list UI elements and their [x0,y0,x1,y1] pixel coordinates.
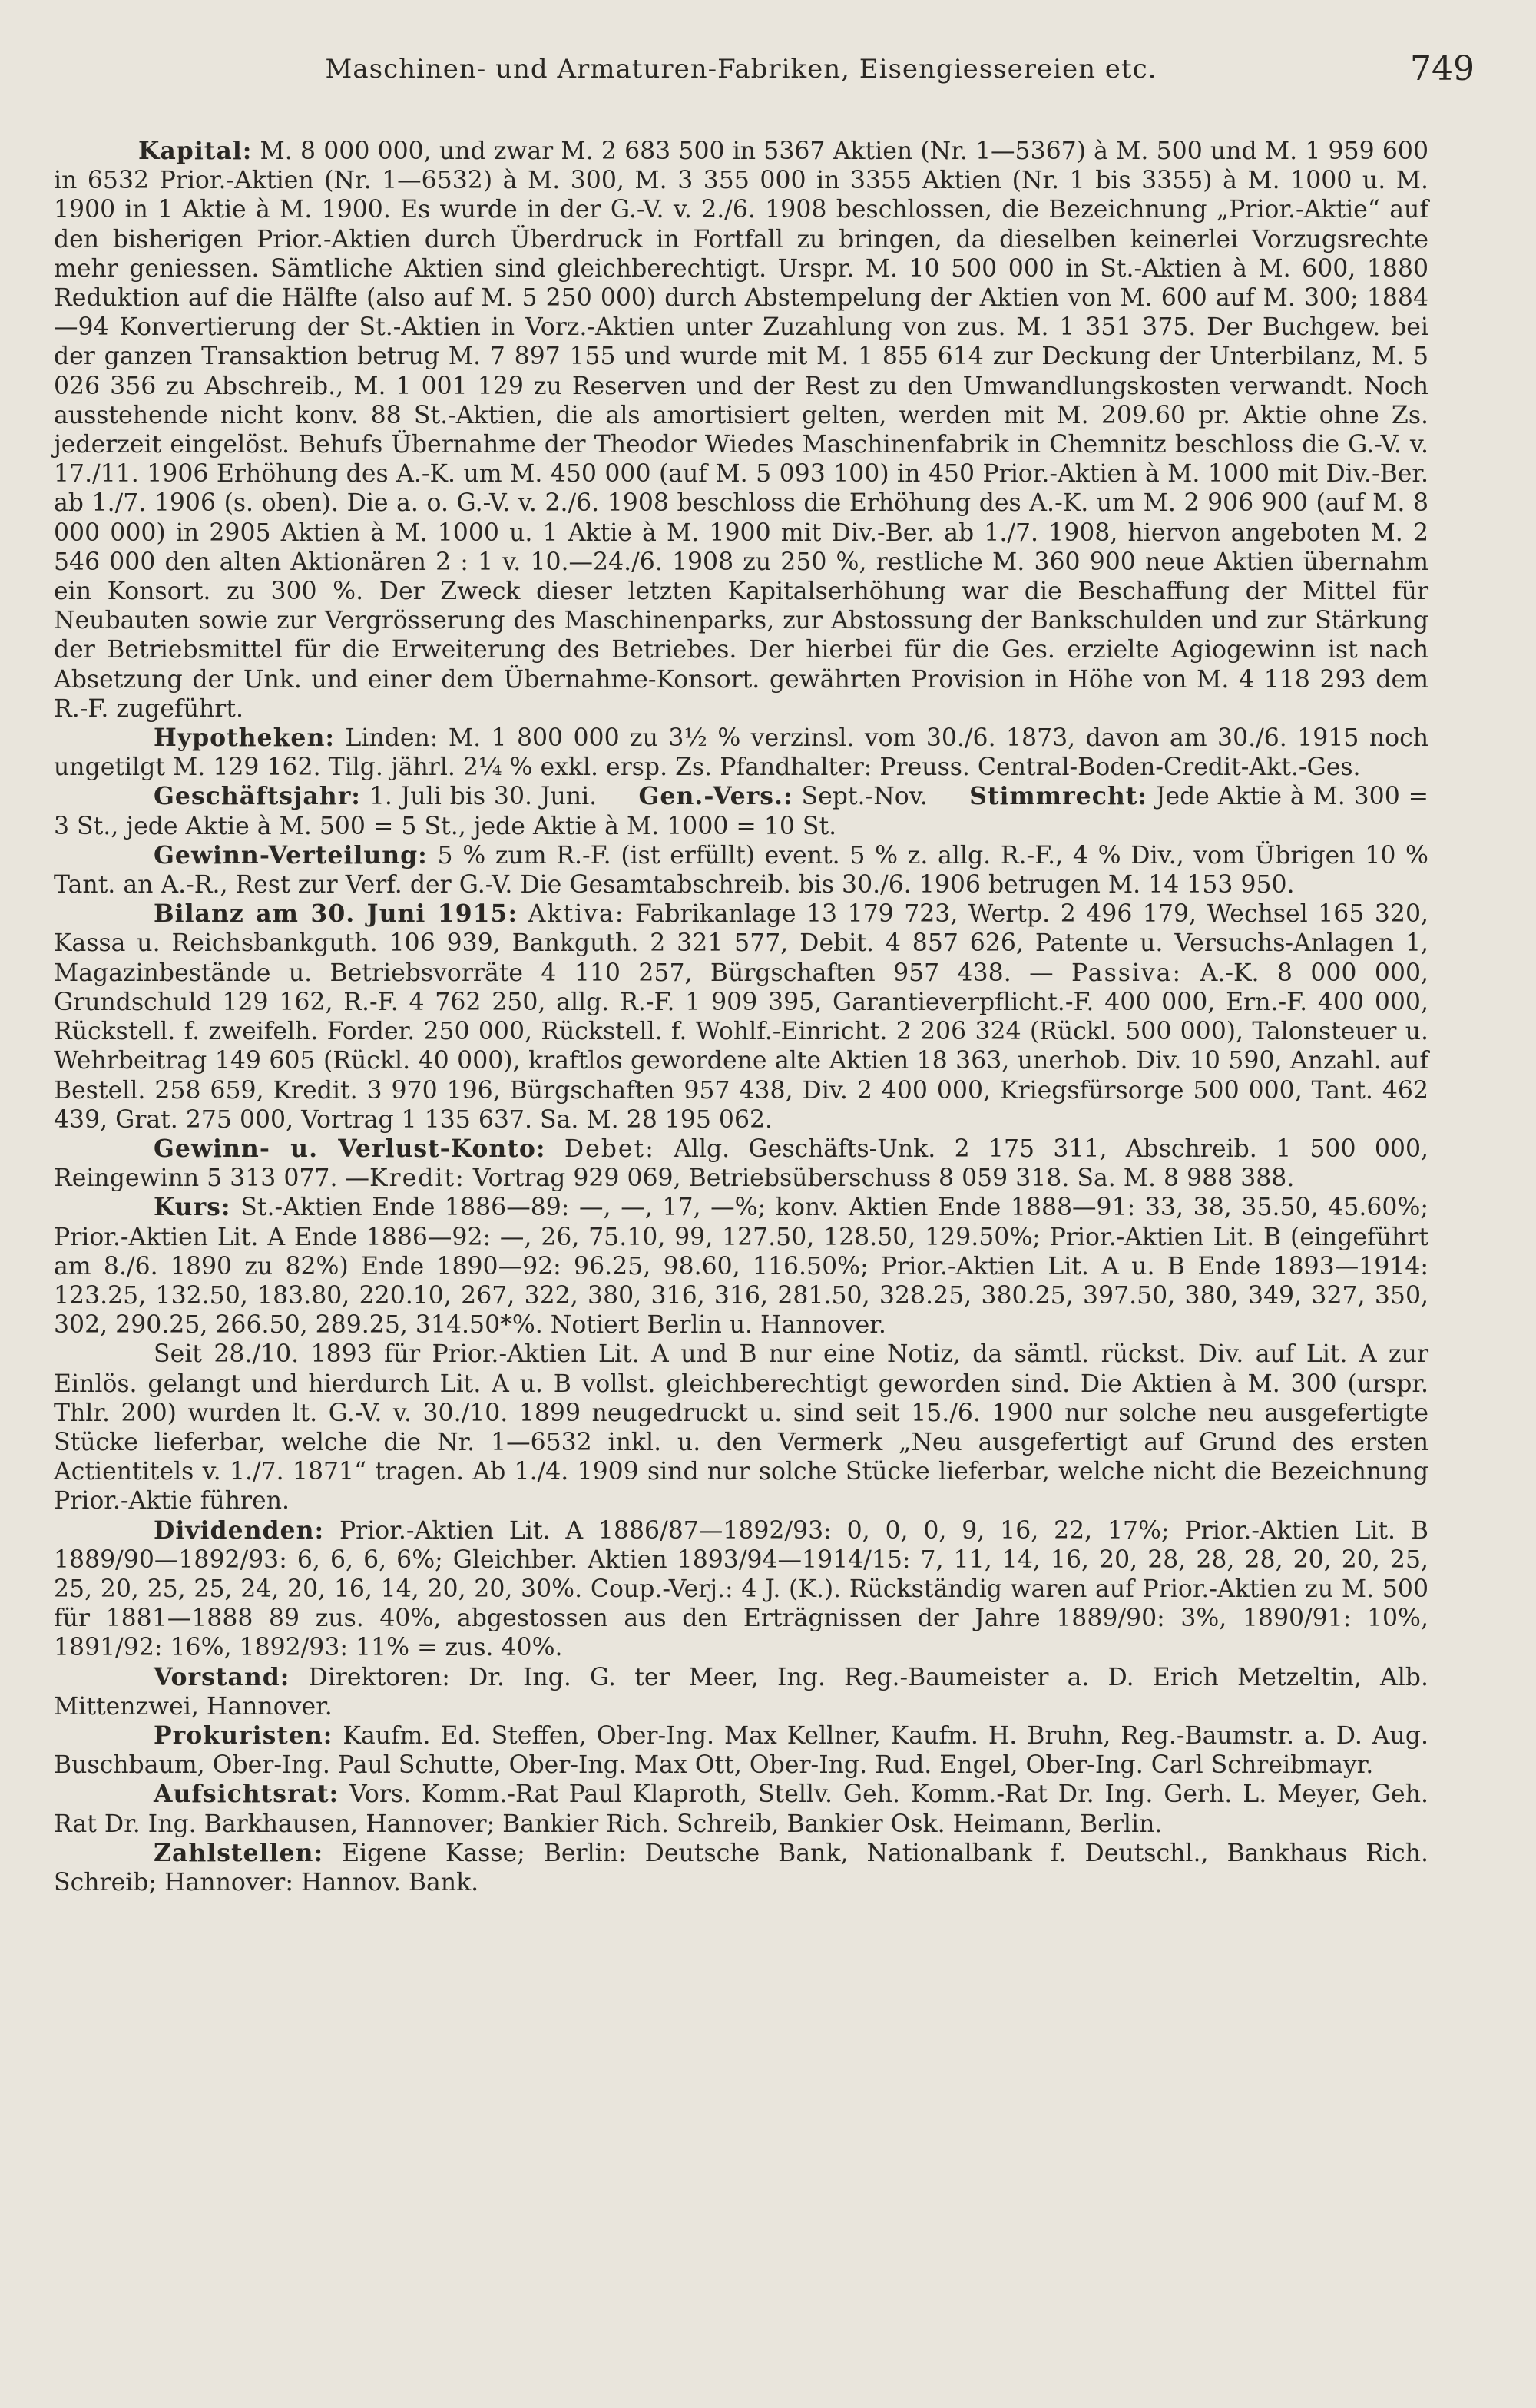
gen-vers-text: Sept.-Nov. [801,783,928,811]
section-zahlstellen [54,1839,1428,1897]
section-vorstand [54,1663,1428,1721]
section-aufsichtsrat [54,1780,1428,1838]
section-bilanz: Bilanz am 30. Juni 1915: Aktiva: Fabrikanlage 13 179 723, Wertp. 2 496 179, Wechsel 165 320, Kassa u. Reichsbankguth. 106 939, Bankguth. 2 321 577, Debit. 4 857 626, Patente u. Versuchs-Anlagen 1, Magazinbestände u. Betriebsvorräte 4 110 257, Bürgschaften 957 438. — Passiva: A.-K. 8 000 000, Grundschuld 129 162, R.-F. 4 762 250, allg. R.-F. 1 909 395, Garantieverpflicht.-F. 400 000, Ern.-F. 400 000, Rückstell. f. zweifelh. Forder. 250 000, Rückstell. f. Wohlf.-Einricht. 2 206 324 (Rückl. 500 000), Talonsteuer u. Wehrbeitrag 149 605 (Rückl. 40 000), kraftlos gewordene alte Aktien 18 363, unerhob. Div. 10 590, Anzahl. auf Bestell. 258 659, Kredit. 3 970 196, Bürgschaften 957 438, Div. 2 400 000, Kriegsfürsorge 500 000, Tant. 462 439, Grat. 275 000, Vortrag 1 135 637. Sa. M. 28 195 062. [54,899,1429,1134]
running-title: Maschinen- und Armaturen-Fabriken, Eisengiessereien etc. [325,54,1157,84]
zahlstellen-text: Eigene Kasse; Berlin: Deutsche Bank, Nationalbank f. Deutschl., Bankhaus Rich. Schreib; Hannover: Hannov. Bank. [54,1839,1428,1896]
page-header [54,49,1475,91]
passiva-text: A.-K. 8 000 000, Grundschuld 129 162, R.-F. 4 762 250, allg. R.-F. 1 909 395, Garantieverpflicht.-F. 400 000, Ern.-F. 400 000, Rückstell. f. zweifelh. Forder. 250 000, Rückstell. f. Wohlf.-Einricht. 2 206 324 (Rückl. 500 000), Talonsteuer u. Wehrbeitrag 149 605 (Rückl. 40 000), kraftlos gewordene alte Aktien 18 363, unerhob. Div. 10 590, Anzahl. auf Bestell. 258 659, Kredit. 3 970 196, Bürgschaften 957 438, Div. 2 400 000, Kriegsfürsorge 500 000, Tant. 462 439, Grat. 275 000, Vortrag 1 135 637. Sa. M. 28 195 062. [54,959,1429,1134]
section-dividenden [54,1516,1428,1663]
page-number: 749 [1410,49,1475,88]
gewinn-verteilung-text: 5 % zum R.-F. (ist erfüllt) event. 5 % z. allg. R.-F., 4 % Div., vom Übrigen 10 % Tant. an A.-R., Rest zur Verf. der G.-V. Die Gesamtabschreib. bis 30./6. 1906 betrugen M. 14 153 950. [54,841,1428,899]
kredit-text: Vortrag 929 069, Betriebsüberschuss 8 059 318. Sa. M. 8 988 388. [472,1164,1295,1193]
aktiva-text: Fabrikanlage 13 179 723, Wertp. 2 496 179, Wechsel 165 320, Kassa u. Reichsbankguth. 106 939, Bankguth. 2 321 577, Debit. 4 857 626, Patente u. Versuchs-Anlagen 1, Magazinbestände u. Betriebsvorräte 4 110 257, Bürgschaften 957 438. [54,900,1429,987]
stimmrecht-text: Jede Aktie à M. 300 = 3 St., jede Aktie à M. 500 = 5 St., jede Aktie à M. 1000 = 10 St. [54,783,1429,840]
aktiva-label: Aktiva: [528,900,625,929]
passiva-label: Passiva: [1071,959,1183,987]
section-hypotheken [54,724,1428,782]
gen-vers-label: Gen.-Vers.: [638,782,793,811]
dividenden-text: Prior.-Aktien Lit. A 1886/87—1892/93: 0, 0, 0, 9, 16, 22, 17%; Prior.-Aktien Lit. B 1889/90—1892/93: 6, 6, 6, 6%; Gleichber. Aktien 1893/94—1914/15: 7, 11, 14, 16, 20, 28, 28, 28, 20, 20, 25, 25, 20, 25, 25, 24, 20, 16, 14, 20, 20, 30%. Coup.-Verj.: 4 J. (K.). Rückständig waren auf Prior.-Aktien zu M. 500 für 1881—1888 89 zus. 40%, abgestossen aus den Erträgnissen der Jahre 1889/90: 3%, 1890/91: 10%, 1891/92: 16%, 1892/93: 11% = zus. 40%. [54,1516,1428,1662]
stimmrecht-label: Stimmrecht: [969,782,1147,811]
hypotheken-label: Hypotheken: [154,724,335,753]
bilanz-label: Bilanz am 30. Juni 1915: [154,899,518,929]
geschaeftsjahr-label: Geschäftsjahr: [154,782,361,811]
kurs-text: St.-Aktien Ende 1886—89: —, —, 17, —%; konv. Aktien Ende 1888—91: 33, 38, 35.50, 45.60%; Prior.-Aktien Lit. A Ende 1886—92: —, 26, 75.10, 99, 127.50, 128.50, 129.50%; Prior.-Aktien Lit. B (eingeführt am 8./6. 1890 zu 82%) Ende 1890—92: 96.25, 98.60, 116.50%; Prior.-Aktien Lit. A u. B Ende 1893—1914: 123.25, 132.50, 183.80, 220.10, 267, 322, 380, 316, 316, 281.50, 328.25, 380.25, 397.50, 380, 349, 327, 350, 302, 290.25, 266.50, 289.25, 314.50*%. Notiert Berlin u. Hannover. [54,1194,1428,1340]
section-geschaeftsjahr [54,782,1428,840]
hypotheken-text: Linden: M. 1 800 000 zu 3½ % verzinsl. vom 30./6. 1873, davon am 30./6. 1915 noch ungetilgt M. 129 162. Tilg. jährl. 2¼ % exkl. ersp. Zs. Pfandhalter: Preuss. Central-Boden-Credit-Akt.-Ges. [54,724,1428,782]
section-gewinn-verlust [54,1134,1428,1193]
kapital-label: Kapital: [138,137,253,165]
debet-label: Debet: [564,1134,655,1163]
section-gewinn-verteilung [54,841,1428,899]
notiz-text: Seit 28./10. 1893 für Prior.-Aktien Lit. A und B nur eine Notiz, da sämtl. rückst. Div. auf Lit. A zur Einlös. gelangt und hierdurch Lit. A u. B vollst. gleichberechtigt geworden sind. Die Aktien à M. 300 (urspr. Thlr. 200) wurden lt. G.-V. v. 30./10. 1899 neugedruckt u. sind seit 15./6. 1900 nur solche neu ausgefertigte Stücke lieferbar, welche die Nr. 1—6532 inkl. u. den Vermerk „Neu ausgefertigt auf Grund des ersten Actientitels v. 1./7. 1871“ tragen. Ab 1./4. 1909 sind nur solche Stücke lieferbar, welche nicht die Bezeichnung Prior.-Aktie führen. [54,1340,1428,1515]
article-body [54,137,1428,1897]
kredit-label: Kredit: [369,1164,465,1193]
section-prokuristen [54,1721,1428,1780]
gewinn-verlust-label: Gewinn- u. Verlust-Konto: [154,1134,546,1163]
vorstand-text: Direktoren: Dr. Ing. G. ter Meer, Ing. Reg.-Baumeister a. D. Erich Metzeltin, Alb. Mittenzwei, Hannover. [54,1663,1428,1721]
section-kapital [54,137,1428,724]
geschaeftsjahr-text: 1. Juli bis 30. Juni. [369,783,598,811]
gewinn-verteilung-label: Gewinn-Verteilung: [154,840,428,869]
section-kurs [54,1193,1428,1340]
kapital-text: M. 8 000 000, und zwar M. 2 683 500 in 5367 Aktien (Nr. 1—5367) à M. 500 und M. 1 959 600 in 6532 Prior.-Aktien (Nr. 1—6532) à M. 300, M. 3 355 000 in 3355 Aktien (Nr. 1 bis 3355) à M. 1000 u. M. 1900 in 1 Aktie à M. 1900. Es wurde in der G.-V. v. 2./6. 1908 beschlossen, die Bezeichnung „Prior.-Aktie“ auf den bisherigen Prior.-Aktien durch Überdruck in Fortfall zu bringen, da dieselben keinerlei Vorzugsrechte mehr geniessen. Sämtliche Aktien sind gleichberechtigt. Urspr. M. 10 500 000 in St.-Aktien à M. 600, 1880 Reduktion auf die Hälfte (also auf M. 5 250 000) durch Abstempelung der Aktien von M. 600 auf M. 300; 1884—94 Konvertierung der St.-Aktien in Vorz.-Aktien unter Zuzahlung von zus. M. 1 351 375. Der Buchgew. bei der ganzen Transaktion betrug M. 7 897 155 und wurde mit M. 1 855 614 zur Deckung der Unterbilanz, M. 5 026 356 zu Abschreib., M. 1 001 129 zu Reserven und der Rest zu den Umwandlungskosten verwandt. Noch ausstehende nicht konv. 88 St.-Aktien, die als amortisiert gelten, werden mit M. 209.60 pr. Aktie ohne Zs. jederzeit eingelöst. Behufs Übernahme der Theodor Wiedes Maschinenfabrik in Chemnitz beschloss die G.-V. v. 17./11. 1906 Erhöhung des A.-K. um M. 450 000 (auf M. 5 093 100) in 450 Prior.-Aktien à M. 1000 mit Div.-Ber. ab 1./7. 1906 (s. oben). Die a. o. G.-V. v. 2./6. 1908 beschloss die Erhöhung des A.-K. um M. 2 906 900 (auf M. 8 000 000) in 2905 Aktien à M. 1000 u. 1 Aktie à M. 1900 mit Div.-Ber. ab 1./7. 1908, hiervon angeboten M. 2 546 000 den alten Aktionären 2 : 1 v. 10.—24./6. 1908 zu 250 %, restliche M. 360 900 neue Aktien übernahm ein Konsort. zu 300 %. Der Zweck dieser letzten Kapitalserhöhung war die Beschaffung der Mittel für Neubauten sowie zur Vergrösserung des Maschinenparks, zur Abstossung der Bankschulden und zur Stärkung der Betriebsmittel für die Erweiterung des Betriebes. Der hierbei für die Ges. erzielte Agiogewinn ist nach Absetzung der Unk. und einer dem Übernahme-Konsort. gewährten Provision in Höhe von M. 4 118 293 dem R.-F. zugeführt. [54,137,1428,723]
dividenden-label: Dividenden: [154,1515,325,1545]
zahlstellen-label: Zahlstellen: [154,1838,324,1867]
vorstand-label: Vorstand: [154,1662,290,1691]
section-notiz [54,1340,1428,1515]
prokuristen-text: Kaufm. Ed. Steffen, Ober-Ing. Max Kellner, Kaufm. H. Bruhn, Reg.-Baumstr. a. D. Aug. Buschbaum, Ober-Ing. Paul Schutte, Ober-Ing. Max Ott, Ober-Ing. Rud. Engel, Ober-Ing. Carl Schreibmayr. [54,1721,1429,1780]
debet-text: Allg. Geschäfts-Unk. 2 175 311, Abschreib. 1 500 000, Reingewinn 5 313 077. — [54,1134,1429,1193]
aufsichtsrat-text: Vors. Komm.-Rat Paul Klaproth, Stellv. Geh. Komm.-Rat Dr. Ing. Gerh. L. Meyer, Geh. Rat Dr. Ing. Barkhausen, Hannover; Bankier Rich. Schreib, Bankier Osk. Heimann, Berlin. [54,1780,1428,1838]
aufsichtsrat-label: Aufsichtsrat: [154,1780,339,1809]
prokuristen-label: Prokuristen: [154,1721,333,1750]
kurs-label: Kurs: [154,1193,231,1222]
